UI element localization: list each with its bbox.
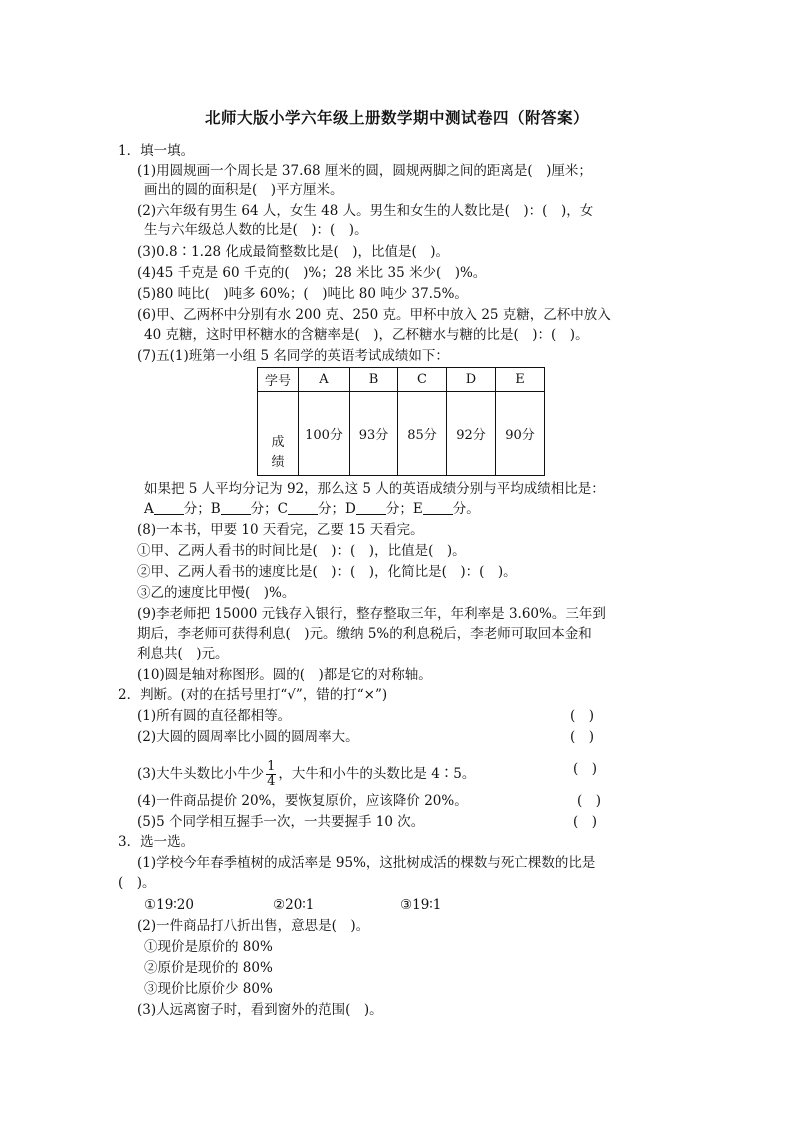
q3-1-option-3[interactable]: ③19∶1 (400, 897, 442, 913)
table-score-e: 90分 (496, 392, 545, 476)
q1-7-blanks: A 分；B 分；C 分；D 分；E 分。 (144, 501, 480, 517)
blank-e[interactable] (423, 502, 453, 515)
q1-6-line1: (6)甲、乙两杯中分别有水 200 克、250 克。甲杯中放入 25 克糖，乙杯中放入 (137, 307, 611, 323)
score-table (257, 367, 545, 476)
q2-3-answer[interactable]: ( ) (573, 761, 598, 777)
q2-5: (5)5 个同学相互握手一次，一共要握手 10 次。 (137, 814, 425, 830)
q1-9-line3: 利息共( )元。 (137, 646, 229, 662)
section-2-heading: 2．判断。(对的在括号里打“√”，错的打“×”) (118, 687, 388, 703)
q1-9-line2: 期后，李老师可获得利息( )元。缴纳 5%的利息税后，李老师可取回本金和 (137, 626, 592, 642)
blank-a[interactable] (154, 502, 184, 515)
section-1-heading: 1．填一填。 (118, 143, 195, 159)
q1-7-compare: 如果把 5 人平均分记为 92，那么这 5 人的英语成绩分别与平均成绩相比是： (144, 481, 605, 497)
q2-1-answer[interactable]: ( ) (570, 708, 595, 724)
page-title: 北师大版小学六年级上册数学期中测试卷四（附答案） (204, 109, 589, 127)
q3-1-line2: ( )。 (118, 875, 156, 891)
q3-2-option-3[interactable]: ③现价比原价少 80% (144, 981, 273, 997)
blank-b[interactable] (221, 502, 251, 515)
q2-4: (4)一件商品提价 20%，要恢复原价，应该降价 20%。 (137, 793, 468, 809)
q1-1-line2: 画出的圆的面积是( )平方厘米。 (144, 182, 344, 198)
table-row-label: 成绩 (258, 392, 299, 476)
q3-2: (2)一件商品打八折出售，意思是( )。 (137, 918, 370, 934)
q1-5: (5)80 吨比( )吨多 60%；( )吨比 80 吨少 37.5%。 (137, 286, 468, 302)
q1-10: (10)圆是轴对称图形。圆的( )都是它的对称轴。 (137, 667, 432, 683)
q1-4: (4)45 千克是 60 千克的( )%；28 米比 35 米少( )%。 (137, 265, 487, 281)
q1-3: (3)0.8∶1.28 化成最简整数比是( )，比值是( )。 (137, 244, 450, 260)
q2-1: (1)所有圆的直径都相等。 (137, 708, 292, 724)
section-3-heading: 3．选一选。 (118, 834, 195, 850)
table-score-b: 93分 (350, 392, 398, 476)
q1-2-line2: 生与六年级总人数的比是( )：( )。 (144, 222, 368, 238)
q3-3: (3)人远离窗子时，看到窗外的范围( )。 (137, 1002, 383, 1018)
q3-1-option-2[interactable]: ②20∶1 (273, 897, 315, 913)
q1-6-line2: 40 克糖，这时甲杯糖水的含糖率是( )，乙杯糖水与糖的比是( )：( )。 (144, 327, 589, 343)
table-id-e: E (496, 368, 545, 392)
table-header-label: 学号 (258, 368, 299, 392)
q1-7: (7)五(1)班第一小组 5 名同学的英语考试成绩如下： (137, 348, 449, 364)
table-id-a: A (299, 368, 350, 392)
table-id-c: C (398, 368, 447, 392)
q1-2-line1: (2)六年级有男生 64 人，女生 48 人。男生和女生的人数比是( )：( )，女 (137, 203, 594, 219)
table-score-c: 85分 (398, 392, 447, 476)
q1-8: (8)一本书，甲要 10 天看完，乙要 15 天看完。 (137, 522, 424, 538)
q2-4-answer[interactable]: ( ) (577, 793, 602, 809)
q1-1-line1: (1)用圆规画一个周长是 37.68 厘米的圆，圆规两脚之间的距离是( )厘米； (137, 163, 592, 179)
q3-2-option-2[interactable]: ②原价是现价的 80% (144, 960, 273, 976)
q1-9-line1: (9)李老师把 15000 元钱存入银行，整存整取三年，年利率是 3.60%。三年到 (137, 606, 606, 622)
q2-2: (2)大圆的圆周率比小圆的圆周率大。 (137, 729, 359, 745)
q3-1-option-1[interactable]: ①19∶20 (144, 897, 194, 913)
table-id-d: D (447, 368, 496, 392)
q2-5-answer[interactable]: ( ) (573, 814, 598, 830)
table-score-d: 92分 (447, 392, 496, 476)
blank-c[interactable] (288, 502, 318, 515)
q1-8-a: ①甲、乙两人看书的时间比是( )：( )，比值是( )。 (137, 543, 466, 559)
q2-3: (3)大牛头数比小牛少 $\frac{1}{4}$ ，大牛和小牛的头数比是 4∶5。 (137, 759, 476, 789)
fraction-one-quarter: $\frac{1}{4}$ (267, 759, 276, 789)
table-id-b: B (350, 368, 398, 392)
q1-8-c: ③乙的速度比甲慢( )%。 (137, 585, 296, 601)
q3-2-option-1[interactable]: ①现价是原价的 80% (144, 939, 273, 955)
q1-8-b: ②甲、乙两人看书的速度比是( )：( )，化简比是( )：( )。 (137, 564, 517, 580)
table-score-a: 100分 (299, 392, 350, 476)
blank-d[interactable] (356, 502, 386, 515)
q2-2-answer[interactable]: ( ) (570, 729, 595, 745)
q3-1-line1: (1)学校今年春季植树的成活率是 95%，这批树成活的棵数与死亡棵数的比是 (137, 855, 596, 871)
